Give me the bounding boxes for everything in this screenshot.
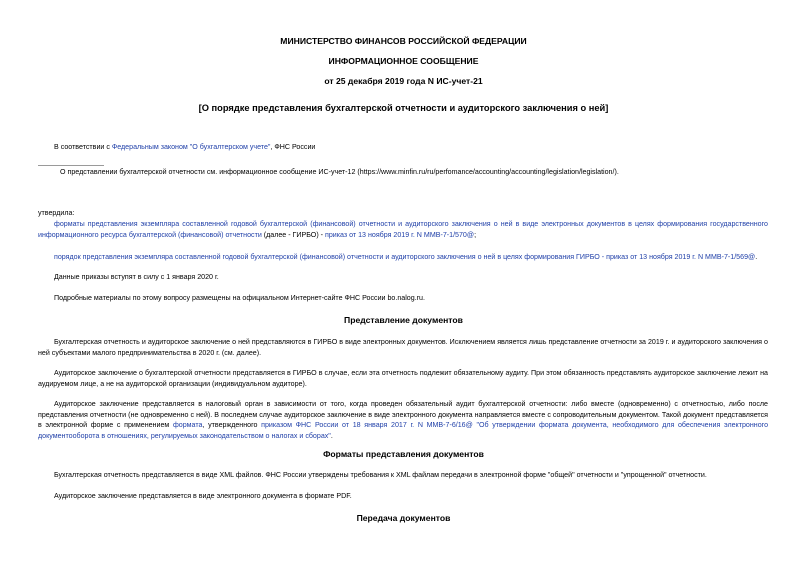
intro-suffix: , ФНС России [270, 143, 316, 151]
section-heading-formats: Форматы представления документов [323, 449, 484, 459]
footnote-divider [38, 165, 104, 166]
formats-link[interactable]: форматы представления экземпляра составленной годовой бухгалтерской (финансовой) отчетности и аудиторского заключения о ней в виде электронных документов в целях формирования государственного информационного ресурса бухгалтерской (финансовой) отчетности [38, 220, 768, 239]
intro-paragraph [54, 142, 315, 153]
approved-item-1-mid: (далее - ГИРБО) - [261, 230, 325, 239]
approved-item-1 [38, 219, 768, 240]
ministry-heading: МИНИСТЕРСТВО ФИНАНСОВ РОССИЙСКОЙ ФЕДЕРАЦИИ [280, 36, 527, 46]
submission-paragraph-3-b: , утвержденного [202, 421, 262, 430]
order-569-link[interactable]: порядок представления экземпляра составленной годовой бухгалтерской (финансовой) отчетности и аудиторского заключения о ней в целях формирования ГИРБО - приказ от 13 ноября 2019 г. N ММВ-7-1/569@ [54, 253, 756, 261]
submission-paragraph-3 [38, 399, 768, 441]
approved-item-1-end: ; [474, 230, 477, 239]
document-type-heading: ИНФОРМАЦИОННОЕ СООБЩЕНИЕ [328, 56, 479, 66]
submission-paragraph-3-a: Аудиторское заключение представляется в налоговый орган в зависимости от того, когда проведен обязательный аудит бухгалтерской отчетности: либо вместе (одновременно) с отчетностью, либо после представления отчетности (не одновременно с ней). В последнем случае аудиторское заключение в виде электронного документа направляется вместе с сопроводительным документом. Такой документ представляется в электронной форме с применением [38, 400, 768, 430]
section-heading-submission: Представление документов [344, 315, 463, 325]
document-title: [О порядке представления бухгалтерской отчетности и аудиторского заключения о ней] [198, 103, 609, 113]
footnote-text: О представлении бухгалтерской отчетности см. информационное сообщение ИС-учет-12 (https://www.minfin.ru/ru/perfomance/accounting/accounting/legislation/legislation/). [60, 168, 619, 176]
details-text: Подробные материалы по этому вопросу размещены на официальном Интернет-сайте ФНС России bo.nalog.ru. [54, 294, 425, 302]
order-570-link[interactable]: приказ от 13 ноября 2019 г. N ММВ-7-1/570@ [324, 230, 475, 239]
approved-label: утвердила: [38, 209, 75, 217]
document-date-heading: от 25 декабря 2019 года N ИС-учет-21 [324, 76, 483, 86]
approved-item-2 [54, 252, 757, 263]
intro-prefix: В соответствии с [54, 143, 112, 151]
approved-item-2-end: . [755, 253, 758, 261]
effective-date-text: Данные приказы вступят в силу с 1 января 2020 г. [54, 273, 219, 281]
formats-paragraph-2: Аудиторское заключение представляется в виде электронного документа в формате PDF. [54, 492, 352, 500]
format-link[interactable]: формата [172, 421, 203, 430]
submission-paragraph-1: Бухгалтерская отчетность и аудиторское заключение о ней представляются в ГИРБО в виде электронных документов. Исключением является лишь представление отчетности за 2019 г. и аудиторского заключения о ней субъектами малого предпринимательства в 2020 г. (см. далее). [38, 338, 768, 357]
section-heading-transfer: Передача документов [356, 513, 451, 523]
order-16-link[interactable]: приказом ФНС России от 18 января 2017 г. N ММВ-7-6/16@ "Об утверждении формата документа, необходимого для обеспечения электронного документооборота в отношениях, регулируемых законодательством о налогах и сборах" [38, 421, 769, 440]
submission-paragraph-3-end: . [330, 431, 333, 440]
formats-paragraph-1: Бухгалтерская отчетность представляется в виде XML файлов. ФНС России утверждены требования к XML файлам передачи в электронной форме "общей" отчетности и "упрощенной" отчетности. [54, 471, 707, 479]
submission-paragraph-2: Аудиторское заключение о бухгалтерской отчетности представляется в ГИРБО в случае, если эта отчетность подлежит обязательному аудиту. При этом обязанность представлять аудиторское заключение лежит на аудируемом лице, а не на аудиторской организации (индивидуальном аудиторе). [38, 369, 768, 388]
federal-law-link[interactable]: Федеральным законом "О бухгалтерском учете" [111, 143, 271, 151]
